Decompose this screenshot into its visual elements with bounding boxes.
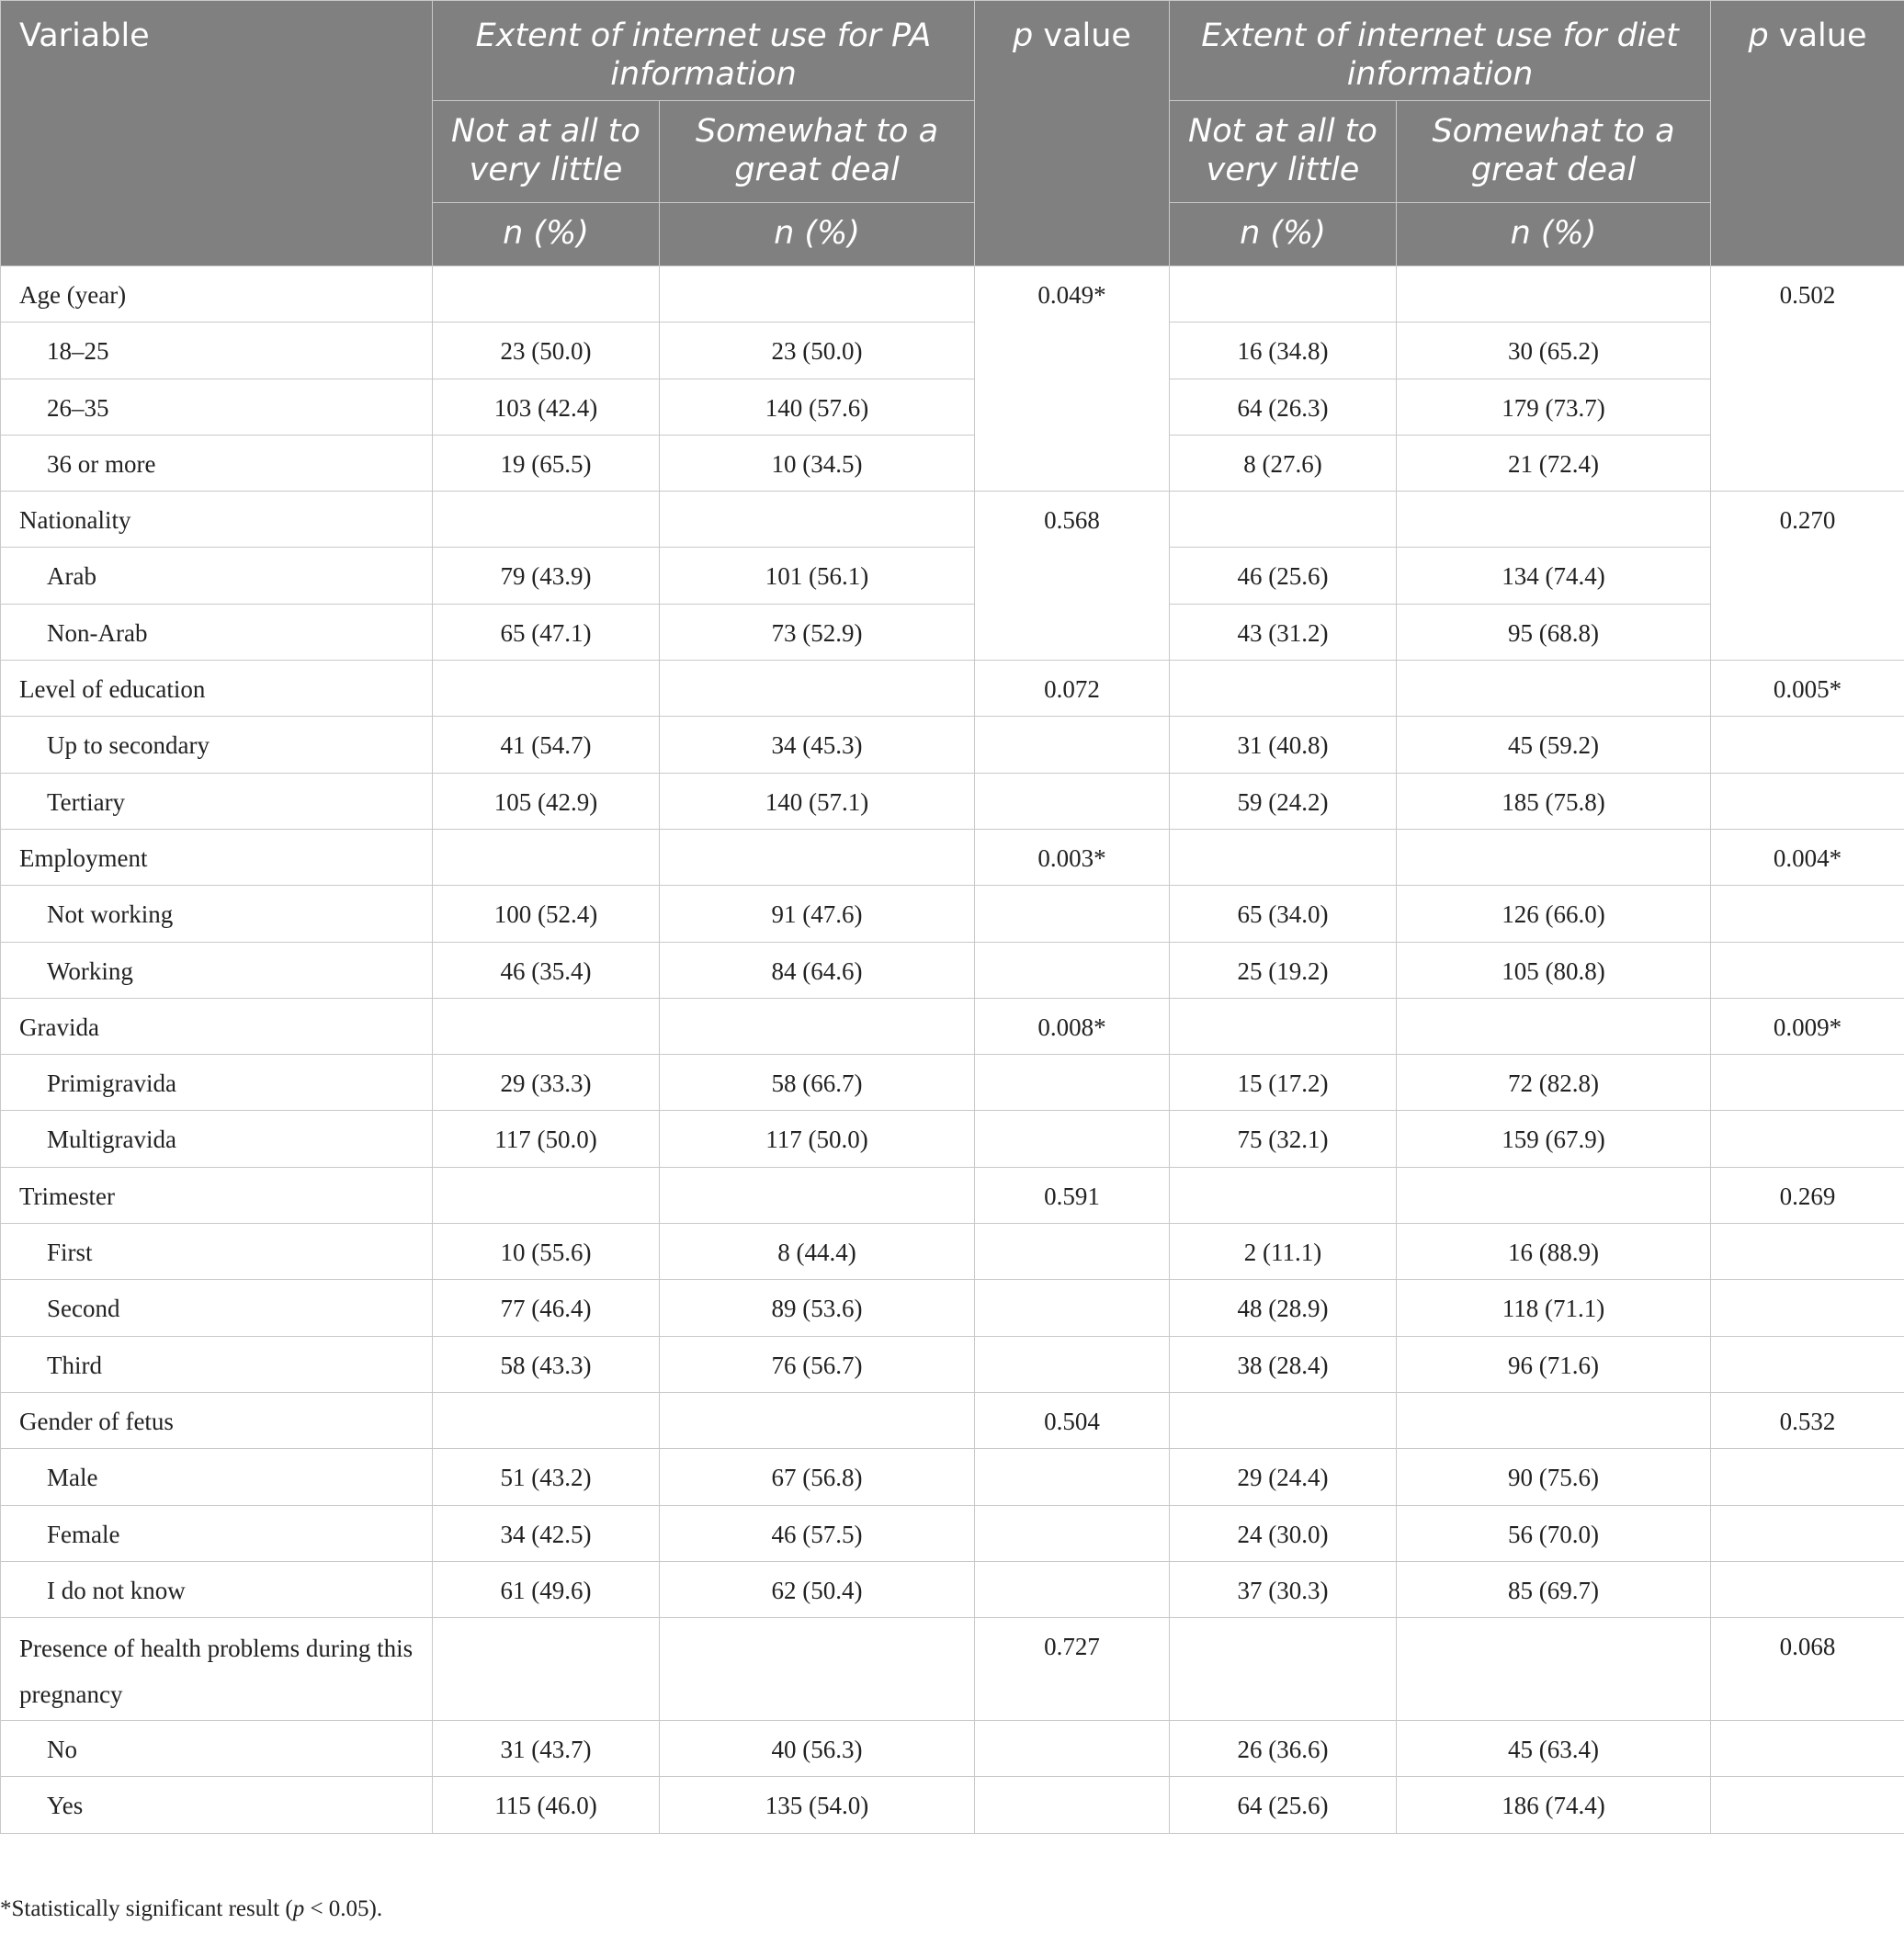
table-row xyxy=(1,1777,1904,1833)
table-row xyxy=(1,773,1904,829)
cell-pa-yes: 40 (56.3) xyxy=(660,1721,975,1777)
p-value-pa: 0.008* xyxy=(975,998,1170,1054)
p-value-pa: 0.003* xyxy=(975,829,1170,885)
subcategory-label: Primigravida xyxy=(1,1055,433,1111)
cell-diet-yes: 179 (73.7) xyxy=(1397,379,1711,435)
category-label: Gravida xyxy=(1,998,433,1054)
header-diet-somewhat: Somewhat to a great deal xyxy=(1397,101,1711,203)
empty-cell xyxy=(660,1392,975,1448)
p-value-diet: 0.269 xyxy=(1711,1167,1904,1223)
cell-diet-no: 75 (32.1) xyxy=(1170,1111,1397,1167)
cell-pa-yes: 84 (64.6) xyxy=(660,942,975,998)
cell-pa-no: 10 (55.6) xyxy=(433,1224,660,1280)
subcategory-label: 18–25 xyxy=(1,322,433,379)
empty-cell xyxy=(975,1777,1170,1833)
header-variable: Variable xyxy=(1,1,433,266)
cell-diet-yes: 16 (88.9) xyxy=(1397,1224,1711,1280)
cell-pa-yes: 135 (54.0) xyxy=(660,1777,975,1833)
cell-diet-no: 64 (25.6) xyxy=(1170,1777,1397,1833)
subcategory-label: Up to secondary xyxy=(1,717,433,773)
empty-cell xyxy=(975,1336,1170,1392)
subcategory-label: Not working xyxy=(1,886,433,942)
empty-cell xyxy=(1711,773,1904,829)
p-value-pa: 0.049* xyxy=(975,266,1170,492)
cell-pa-yes: 10 (34.5) xyxy=(660,435,975,491)
cell-pa-no: 51 (43.2) xyxy=(433,1449,660,1505)
subcategory-label: Tertiary xyxy=(1,773,433,829)
subcategory-label: Multigravida xyxy=(1,1111,433,1167)
category-label: Age (year) xyxy=(1,266,433,322)
cell-diet-no: 46 (25.6) xyxy=(1170,548,1397,604)
cell-diet-no: 64 (26.3) xyxy=(1170,379,1397,435)
empty-cell xyxy=(1397,1392,1711,1448)
cell-pa-yes: 101 (56.1) xyxy=(660,548,975,604)
cell-diet-no: 48 (28.9) xyxy=(1170,1280,1397,1336)
subcategory-label: Third xyxy=(1,1336,433,1392)
empty-cell xyxy=(660,1167,975,1223)
header-diet-not-at-all: Not at all to very little xyxy=(1170,101,1397,203)
empty-cell xyxy=(975,1111,1170,1167)
table-row xyxy=(1,435,1904,491)
header-n-pct: n (%) xyxy=(1397,203,1711,266)
empty-cell xyxy=(975,1561,1170,1617)
p-value-pa: 0.727 xyxy=(975,1618,1170,1721)
p-value-diet: 0.502 xyxy=(1711,266,1904,492)
p-value-pa: 0.591 xyxy=(975,1167,1170,1223)
table-row xyxy=(1,998,1904,1054)
p-value-diet: 0.270 xyxy=(1711,492,1904,661)
empty-cell xyxy=(433,998,660,1054)
cell-pa-yes: 34 (45.3) xyxy=(660,717,975,773)
p-value-pa: 0.568 xyxy=(975,492,1170,661)
table-row xyxy=(1,1224,1904,1280)
cell-pa-no: 103 (42.4) xyxy=(433,379,660,435)
empty-cell xyxy=(1711,1505,1904,1561)
cell-diet-no: 2 (11.1) xyxy=(1170,1224,1397,1280)
table-row xyxy=(1,379,1904,435)
empty-cell xyxy=(1711,886,1904,942)
cell-pa-yes: 23 (50.0) xyxy=(660,322,975,379)
empty-cell xyxy=(1170,1392,1397,1448)
cell-pa-no: 19 (65.5) xyxy=(433,435,660,491)
header-pa-not-at-all: Not at all to very little xyxy=(433,101,660,203)
cell-diet-yes: 30 (65.2) xyxy=(1397,322,1711,379)
cell-pa-no: 65 (47.1) xyxy=(433,604,660,660)
p-value-diet: 0.068 xyxy=(1711,1618,1904,1721)
subcategory-label: Working xyxy=(1,942,433,998)
p-value-diet: 0.532 xyxy=(1711,1392,1904,1448)
cell-pa-yes: 62 (50.4) xyxy=(660,1561,975,1617)
cell-pa-yes: 89 (53.6) xyxy=(660,1280,975,1336)
table-row xyxy=(1,1449,1904,1505)
empty-cell xyxy=(1397,266,1711,322)
empty-cell xyxy=(1711,1777,1904,1833)
table-footnote xyxy=(0,1896,382,1922)
p-value-label: value xyxy=(1033,17,1131,54)
subcategory-label: Yes xyxy=(1,1777,433,1833)
cell-diet-no: 29 (24.4) xyxy=(1170,1449,1397,1505)
header-pa-somewhat: Somewhat to a great deal xyxy=(660,101,975,203)
cell-diet-yes: 126 (66.0) xyxy=(1397,886,1711,942)
table-row xyxy=(1,1336,1904,1392)
empty-cell xyxy=(1170,1167,1397,1223)
table-row xyxy=(1,1561,1904,1617)
empty-cell xyxy=(660,266,975,322)
table-row xyxy=(1,548,1904,604)
header-n-pct: n (%) xyxy=(1170,203,1397,266)
category-label: Presence of health problems during this pregnancy xyxy=(1,1618,433,1721)
cell-diet-yes: 45 (63.4) xyxy=(1397,1721,1711,1777)
subcategory-label: No xyxy=(1,1721,433,1777)
empty-cell xyxy=(1397,998,1711,1054)
cell-pa-yes: 58 (66.7) xyxy=(660,1055,975,1111)
cell-pa-no: 61 (49.6) xyxy=(433,1561,660,1617)
header-pa-group: Extent of internet use for PA information xyxy=(433,1,975,101)
empty-cell xyxy=(1711,717,1904,773)
p-italic: p xyxy=(1748,17,1769,54)
cell-pa-yes: 140 (57.1) xyxy=(660,773,975,829)
footnote-p: p xyxy=(292,1896,305,1921)
cell-diet-no: 38 (28.4) xyxy=(1170,1336,1397,1392)
cell-pa-no: 46 (35.4) xyxy=(433,942,660,998)
cell-diet-no: 31 (40.8) xyxy=(1170,717,1397,773)
subcategory-label: Female xyxy=(1,1505,433,1561)
cell-diet-yes: 21 (72.4) xyxy=(1397,435,1711,491)
empty-cell xyxy=(975,1721,1170,1777)
empty-cell xyxy=(1711,1449,1904,1505)
cell-pa-yes: 76 (56.7) xyxy=(660,1336,975,1392)
cell-pa-yes: 117 (50.0) xyxy=(660,1111,975,1167)
table-row xyxy=(1,1111,1904,1167)
empty-cell xyxy=(433,661,660,717)
header-n-pct: n (%) xyxy=(660,203,975,266)
cell-diet-no: 25 (19.2) xyxy=(1170,942,1397,998)
cell-diet-yes: 159 (67.9) xyxy=(1397,1111,1711,1167)
empty-cell xyxy=(1711,1561,1904,1617)
cell-pa-no: 105 (42.9) xyxy=(433,773,660,829)
empty-cell xyxy=(975,1505,1170,1561)
empty-cell xyxy=(1397,492,1711,548)
empty-cell xyxy=(975,1280,1170,1336)
header-diet-group: Extent of internet use for diet information xyxy=(1170,1,1711,101)
cell-diet-no: 59 (24.2) xyxy=(1170,773,1397,829)
empty-cell xyxy=(1170,829,1397,885)
empty-cell xyxy=(1711,1055,1904,1111)
header-p-value-pa xyxy=(975,1,1170,266)
empty-cell xyxy=(1397,1618,1711,1721)
cell-pa-yes: 8 (44.4) xyxy=(660,1224,975,1280)
cell-pa-no: 41 (54.7) xyxy=(433,717,660,773)
empty-cell xyxy=(1711,1111,1904,1167)
table-row xyxy=(1,661,1904,717)
table-row xyxy=(1,1280,1904,1336)
empty-cell xyxy=(1170,492,1397,548)
cell-diet-yes: 96 (71.6) xyxy=(1397,1336,1711,1392)
cell-diet-yes: 186 (74.4) xyxy=(1397,1777,1711,1833)
empty-cell xyxy=(975,1055,1170,1111)
cell-diet-yes: 105 (80.8) xyxy=(1397,942,1711,998)
p-value-diet: 0.004* xyxy=(1711,829,1904,885)
cell-diet-yes: 134 (74.4) xyxy=(1397,548,1711,604)
cell-diet-no: 43 (31.2) xyxy=(1170,604,1397,660)
empty-cell xyxy=(433,1167,660,1223)
header-p-value-diet xyxy=(1711,1,1904,266)
empty-cell xyxy=(1711,1224,1904,1280)
cell-pa-no: 115 (46.0) xyxy=(433,1777,660,1833)
category-label: Trimester xyxy=(1,1167,433,1223)
category-label: Nationality xyxy=(1,492,433,548)
empty-cell xyxy=(975,1449,1170,1505)
empty-cell xyxy=(1397,661,1711,717)
subcategory-label: Non-Arab xyxy=(1,604,433,660)
cell-pa-no: 77 (46.4) xyxy=(433,1280,660,1336)
table-row xyxy=(1,1055,1904,1111)
table-row xyxy=(1,1167,1904,1223)
table-row xyxy=(1,1392,1904,1448)
p-value-pa: 0.504 xyxy=(975,1392,1170,1448)
table-row xyxy=(1,322,1904,379)
cell-diet-no: 37 (30.3) xyxy=(1170,1561,1397,1617)
cell-pa-no: 23 (50.0) xyxy=(433,322,660,379)
cell-diet-yes: 95 (68.8) xyxy=(1397,604,1711,660)
empty-cell xyxy=(1397,829,1711,885)
subcategory-label: Second xyxy=(1,1280,433,1336)
empty-cell xyxy=(975,942,1170,998)
cell-pa-no: 31 (43.7) xyxy=(433,1721,660,1777)
empty-cell xyxy=(1397,1167,1711,1223)
cell-diet-yes: 85 (69.7) xyxy=(1397,1561,1711,1617)
table-header xyxy=(1,1,1904,266)
subcategory-label: Male xyxy=(1,1449,433,1505)
empty-cell xyxy=(433,492,660,548)
empty-cell xyxy=(660,829,975,885)
cell-diet-yes: 56 (70.0) xyxy=(1397,1505,1711,1561)
empty-cell xyxy=(975,773,1170,829)
cell-diet-no: 8 (27.6) xyxy=(1170,435,1397,491)
empty-cell xyxy=(660,661,975,717)
cell-diet-no: 15 (17.2) xyxy=(1170,1055,1397,1111)
subcategory-label: Arab xyxy=(1,548,433,604)
cell-pa-yes: 140 (57.6) xyxy=(660,379,975,435)
empty-cell xyxy=(1170,998,1397,1054)
cell-diet-yes: 90 (75.6) xyxy=(1397,1449,1711,1505)
footnote-suffix: < 0.05). xyxy=(304,1896,383,1921)
p-value-label: value xyxy=(1768,17,1867,54)
empty-cell xyxy=(975,1224,1170,1280)
cell-pa-yes: 91 (47.6) xyxy=(660,886,975,942)
table-row xyxy=(1,886,1904,942)
table-row xyxy=(1,266,1904,322)
cell-diet-yes: 45 (59.2) xyxy=(1397,717,1711,773)
table-row xyxy=(1,829,1904,885)
cell-pa-yes: 46 (57.5) xyxy=(660,1505,975,1561)
empty-cell xyxy=(1711,1721,1904,1777)
empty-cell xyxy=(975,886,1170,942)
category-label: Gender of fetus xyxy=(1,1392,433,1448)
header-n-pct: n (%) xyxy=(433,203,660,266)
table-row xyxy=(1,1721,1904,1777)
p-value-pa: 0.072 xyxy=(975,661,1170,717)
cell-pa-yes: 67 (56.8) xyxy=(660,1449,975,1505)
subcategory-label: First xyxy=(1,1224,433,1280)
cell-pa-no: 29 (33.3) xyxy=(433,1055,660,1111)
empty-cell xyxy=(433,1392,660,1448)
empty-cell xyxy=(433,266,660,322)
empty-cell xyxy=(1711,942,1904,998)
table-row xyxy=(1,717,1904,773)
cell-diet-no: 26 (36.6) xyxy=(1170,1721,1397,1777)
empty-cell xyxy=(1170,661,1397,717)
cell-diet-no: 65 (34.0) xyxy=(1170,886,1397,942)
empty-cell xyxy=(660,492,975,548)
cell-pa-no: 79 (43.9) xyxy=(433,548,660,604)
empty-cell xyxy=(1170,266,1397,322)
empty-cell xyxy=(660,998,975,1054)
cell-pa-no: 58 (43.3) xyxy=(433,1336,660,1392)
cell-diet-yes: 72 (82.8) xyxy=(1397,1055,1711,1111)
category-label: Employment xyxy=(1,829,433,885)
table-row xyxy=(1,492,1904,548)
p-value-diet: 0.005* xyxy=(1711,661,1904,717)
subcategory-label: I do not know xyxy=(1,1561,433,1617)
cell-pa-no: 100 (52.4) xyxy=(433,886,660,942)
footnote-prefix: *Statistically significant result ( xyxy=(0,1896,293,1921)
cell-pa-no: 34 (42.5) xyxy=(433,1505,660,1561)
empty-cell xyxy=(433,1618,660,1721)
table-row xyxy=(1,1618,1904,1721)
empty-cell xyxy=(975,717,1170,773)
empty-cell xyxy=(1711,1336,1904,1392)
subcategory-label: 36 or more xyxy=(1,435,433,491)
cell-diet-no: 24 (30.0) xyxy=(1170,1505,1397,1561)
empty-cell xyxy=(1711,1280,1904,1336)
cell-diet-yes: 118 (71.1) xyxy=(1397,1280,1711,1336)
table-row xyxy=(1,604,1904,660)
cell-diet-yes: 185 (75.8) xyxy=(1397,773,1711,829)
cell-diet-no: 16 (34.8) xyxy=(1170,322,1397,379)
cell-pa-no: 117 (50.0) xyxy=(433,1111,660,1167)
empty-cell xyxy=(433,829,660,885)
subcategory-label: 26–35 xyxy=(1,379,433,435)
table-row xyxy=(1,942,1904,998)
empty-cell xyxy=(1170,1618,1397,1721)
table-row xyxy=(1,1505,1904,1561)
table-body xyxy=(1,266,1904,1834)
category-label: Level of education xyxy=(1,661,433,717)
cell-pa-yes: 73 (52.9) xyxy=(660,604,975,660)
p-value-diet: 0.009* xyxy=(1711,998,1904,1054)
p-italic: p xyxy=(1013,17,1034,54)
empty-cell xyxy=(660,1618,975,1721)
